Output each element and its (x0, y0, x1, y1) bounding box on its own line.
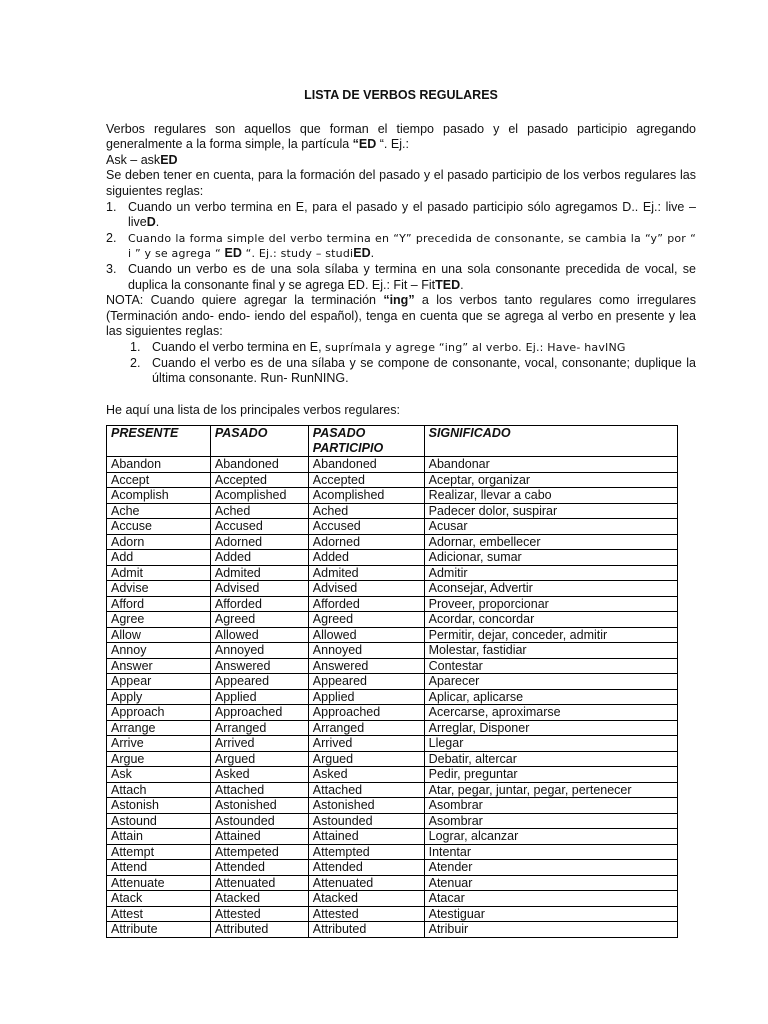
cell-participio: Acomplished (308, 488, 424, 504)
table-row (107, 813, 678, 829)
cell-participio: Applied (308, 689, 424, 705)
cell-pasado: Arranged (210, 720, 308, 736)
cell-significado: Atribuir (424, 922, 677, 938)
cell-pasado: Argued (210, 751, 308, 767)
cell-significado: Admitir (424, 565, 677, 581)
cell-significado: Padecer dolor, suspirar (424, 503, 677, 519)
ing-rule-2 (106, 356, 696, 387)
cell-pasado: Appeared (210, 674, 308, 690)
table-row (107, 503, 678, 519)
cell-participio: Advised (308, 581, 424, 597)
cell-participio: Answered (308, 658, 424, 674)
example-ed: ED (160, 152, 178, 167)
rule-text: Cuando el verbo termina en E, (152, 339, 326, 354)
cell-pasado: Astonished (210, 798, 308, 814)
cell-presente: Agree (107, 612, 211, 628)
cell-participio: Afforded (308, 596, 424, 612)
cell-presente: Attempt (107, 844, 211, 860)
cell-presente: Attend (107, 860, 211, 876)
rule-text-mid: “. Ej.: study – studi (241, 247, 354, 261)
cell-participio: Attained (308, 829, 424, 845)
cell-presente: Arrange (107, 720, 211, 736)
cell-participio: Accused (308, 519, 424, 535)
cell-participio: Atacked (308, 891, 424, 907)
cell-participio: Agreed (308, 612, 424, 628)
cell-significado: Intentar (424, 844, 677, 860)
cell-pasado: Atacked (210, 891, 308, 907)
cell-presente: Atack (107, 891, 211, 907)
table-row (107, 720, 678, 736)
rule-text-alt: suprímala y agrege “ing” al verbo. Ej.: Have- havING (325, 340, 626, 354)
rule-text-end: . (460, 277, 464, 292)
cell-significado: Lograr, alcanzar (424, 829, 677, 845)
table-row (107, 596, 678, 612)
header-significado: SIGNIFICADO (424, 426, 677, 457)
table-row (107, 705, 678, 721)
cell-significado: Realizar, llevar a cabo (424, 488, 677, 504)
example-text: Ask – ask (106, 152, 161, 167)
cell-significado: Adicionar, sumar (424, 550, 677, 566)
rules-intro: Se deben tener en cuenta, para la formación del pasado y el pasado participio de los verbos regulares las siguientes reglas: (106, 168, 696, 198)
table-row (107, 674, 678, 690)
table-row (107, 612, 678, 628)
cell-significado: Acercarse, aproximarse (424, 705, 677, 721)
cell-pasado: Afforded (210, 596, 308, 612)
header-pasado-participio: PASADO PARTICIPIO (308, 426, 424, 457)
cell-pasado: Attested (210, 906, 308, 922)
table-row (107, 767, 678, 783)
cell-participio: Attached (308, 782, 424, 798)
cell-pasado: Asked (210, 767, 308, 783)
cell-presente: Argue (107, 751, 211, 767)
table-row (107, 565, 678, 581)
cell-participio: Adorned (308, 534, 424, 550)
cell-participio: Accepted (308, 472, 424, 488)
nota-ing: “ing” (383, 293, 415, 308)
rule-3 (106, 262, 696, 293)
cell-participio: Ached (308, 503, 424, 519)
cell-pasado: Ached (210, 503, 308, 519)
table-row (107, 844, 678, 860)
cell-participio: Added (308, 550, 424, 566)
cell-pasado: Answered (210, 658, 308, 674)
cell-presente: Attribute (107, 922, 211, 938)
cell-pasado: Added (210, 550, 308, 566)
intro-text-end: “. Ej.: (376, 137, 409, 152)
cell-presente: Allow (107, 627, 211, 643)
intro-paragraph (106, 122, 696, 153)
rule-number: 3. (106, 261, 117, 276)
cell-presente: Appear (107, 674, 211, 690)
header-pasado: PASADO (210, 426, 308, 457)
cell-significado: Pedir, preguntar (424, 767, 677, 783)
table-row (107, 519, 678, 535)
cell-presente: Arrive (107, 736, 211, 752)
page-title: LISTA DE VERBOS REGULARES (304, 88, 498, 102)
table-body (107, 457, 678, 938)
cell-presente: Admit (107, 565, 211, 581)
cell-pasado: Adorned (210, 534, 308, 550)
cell-presente: Accept (107, 472, 211, 488)
cell-pasado: Advised (210, 581, 308, 597)
cell-pasado: Abandoned (210, 457, 308, 473)
verbs-table (106, 425, 678, 938)
intro-ed-particle: “ED (352, 137, 377, 152)
document-page (106, 88, 696, 938)
rule-text: Cuando un verbo es de una sola sílaba y termina en una sola consonante precedida de vocal, se duplica la consonante final y se agrega ED. Ej.: Fit – Fit (128, 261, 696, 292)
cell-pasado: Admited (210, 565, 308, 581)
cell-significado: Asombrar (424, 813, 677, 829)
rule-text: Cuando el verbo es de una sílaba y se compone de consonante, vocal, consonante; duplique la última consonante. Run- RunNING. (152, 355, 696, 386)
cell-participio: Arrived (308, 736, 424, 752)
table-row (107, 550, 678, 566)
cell-significado: Permitir, dejar, conceder, admitir (424, 627, 677, 643)
cell-participio: Astounded (308, 813, 424, 829)
table-row (107, 627, 678, 643)
cell-significado: Arreglar, Disponer (424, 720, 677, 736)
rule-bold: ED (224, 246, 242, 261)
rule-number: 2. (106, 230, 117, 245)
table-row (107, 891, 678, 907)
cell-pasado: Allowed (210, 627, 308, 643)
table-row (107, 782, 678, 798)
intro-example (106, 153, 696, 169)
cell-pasado: Astounded (210, 813, 308, 829)
rules-list (106, 200, 696, 294)
table-row (107, 829, 678, 845)
table-row (107, 798, 678, 814)
cell-participio: Arranged (308, 720, 424, 736)
list-intro: He aquí una lista de los principales verbos regulares: (106, 402, 400, 417)
cell-pasado: Approached (210, 705, 308, 721)
cell-pasado: Applied (210, 689, 308, 705)
table-row (107, 875, 678, 891)
cell-participio: Annoyed (308, 643, 424, 659)
table-header-row (107, 426, 678, 457)
header-presente: PRESENTE (107, 426, 211, 457)
cell-significado: Contestar (424, 658, 677, 674)
cell-participio: Admited (308, 565, 424, 581)
rule-bold: TED (435, 277, 461, 292)
cell-participio: Argued (308, 751, 424, 767)
cell-significado: Atar, pegar, juntar, pegar, pertenecer (424, 782, 677, 798)
cell-significado: Acusar (424, 519, 677, 535)
cell-presente: Adorn (107, 534, 211, 550)
cell-significado: Abandonar (424, 457, 677, 473)
rule-number: 2. (130, 355, 141, 370)
cell-presente: Accuse (107, 519, 211, 535)
cell-significado: Atenuar (424, 875, 677, 891)
cell-presente: Answer (107, 658, 211, 674)
nota-paragraph (106, 293, 696, 340)
cell-presente: Ask (107, 767, 211, 783)
rule-1 (106, 200, 696, 231)
table-row (107, 689, 678, 705)
rule-text-end: . (155, 215, 160, 230)
cell-significado: Atender (424, 860, 677, 876)
cell-presente: Annoy (107, 643, 211, 659)
cell-pasado: Attempeted (210, 844, 308, 860)
cell-pasado: Attached (210, 782, 308, 798)
rule-text-end: . (370, 246, 375, 261)
table-row (107, 488, 678, 504)
cell-pasado: Arrived (210, 736, 308, 752)
cell-significado: Molestar, fastidiar (424, 643, 677, 659)
ing-rules-list (106, 340, 696, 387)
rule-bold-2: ED (353, 246, 371, 261)
table-row (107, 457, 678, 473)
cell-participio: Abandoned (308, 457, 424, 473)
cell-significado: Acordar, concordar (424, 612, 677, 628)
cell-presente: Advise (107, 581, 211, 597)
cell-pasado: Acomplished (210, 488, 308, 504)
cell-participio: Attenuated (308, 875, 424, 891)
table-row (107, 736, 678, 752)
cell-significado: Aconsejar, Advertir (424, 581, 677, 597)
cell-significado: Atestiguar (424, 906, 677, 922)
cell-presente: Abandon (107, 457, 211, 473)
cell-presente: Attest (107, 906, 211, 922)
ing-rule-1 (106, 340, 696, 356)
cell-participio: Astonished (308, 798, 424, 814)
cell-presente: Ache (107, 503, 211, 519)
nota-text: NOTA: Cuando quiere agregar la terminación (106, 293, 384, 308)
rule-text: Cuando la forma simple del verbo termina en “Y” precedida de consonante, se cambia la “y” por “ i ” y se agrega “ (128, 231, 696, 261)
rule-number: 1. (106, 199, 117, 214)
cell-presente: Astonish (107, 798, 211, 814)
cell-participio: Attended (308, 860, 424, 876)
cell-significado: Proveer, proporcionar (424, 596, 677, 612)
cell-presente: Attenuate (107, 875, 211, 891)
cell-presente: Afford (107, 596, 211, 612)
rule-bold: D (146, 215, 156, 230)
cell-participio: Attempted (308, 844, 424, 860)
table-row (107, 860, 678, 876)
cell-presente: Add (107, 550, 211, 566)
cell-significado: Adornar, embellecer (424, 534, 677, 550)
cell-presente: Approach (107, 705, 211, 721)
table-row (107, 658, 678, 674)
cell-participio: Appeared (308, 674, 424, 690)
cell-participio: Asked (308, 767, 424, 783)
cell-participio: Allowed (308, 627, 424, 643)
table-row (107, 581, 678, 597)
cell-presente: Attach (107, 782, 211, 798)
table-row (107, 643, 678, 659)
table-row (107, 906, 678, 922)
cell-presente: Attain (107, 829, 211, 845)
cell-significado: Aceptar, organizar (424, 472, 677, 488)
cell-pasado: Attained (210, 829, 308, 845)
cell-significado: Llegar (424, 736, 677, 752)
cell-pasado: Annoyed (210, 643, 308, 659)
cell-presente: Apply (107, 689, 211, 705)
cell-pasado: Attenuated (210, 875, 308, 891)
cell-significado: Debatir, altercar (424, 751, 677, 767)
cell-significado: Aparecer (424, 674, 677, 690)
cell-pasado: Agreed (210, 612, 308, 628)
rule-2 (106, 231, 696, 262)
table-row (107, 751, 678, 767)
rule-text: Cuando un verbo termina en E, para el pasado y el pasado participio sólo agregamos D.. Ej.: live – live (128, 199, 696, 230)
table-row (107, 534, 678, 550)
cell-pasado: Attributed (210, 922, 308, 938)
intro-text: Verbos regulares son aquellos que forman el tiempo pasado y el pasado participio agregando generalmente a la forma simple, la partícula (106, 121, 696, 152)
table-row (107, 922, 678, 938)
nota-text-end: a los verbos tanto regulares como irregulares (Terminación ando- endo- iendo del español), tenga en cuenta que se agrega al verbo en presente y lea las siguientes reglas: (106, 293, 696, 339)
cell-significado: Atacar (424, 891, 677, 907)
rule-number: 1. (130, 339, 141, 354)
cell-participio: Attributed (308, 922, 424, 938)
cell-presente: Acomplish (107, 488, 211, 504)
cell-pasado: Accepted (210, 472, 308, 488)
cell-pasado: Attended (210, 860, 308, 876)
cell-significado: Asombrar (424, 798, 677, 814)
cell-presente: Astound (107, 813, 211, 829)
cell-participio: Approached (308, 705, 424, 721)
cell-participio: Attested (308, 906, 424, 922)
cell-significado: Aplicar, aplicarse (424, 689, 677, 705)
cell-pasado: Accused (210, 519, 308, 535)
table-row (107, 472, 678, 488)
